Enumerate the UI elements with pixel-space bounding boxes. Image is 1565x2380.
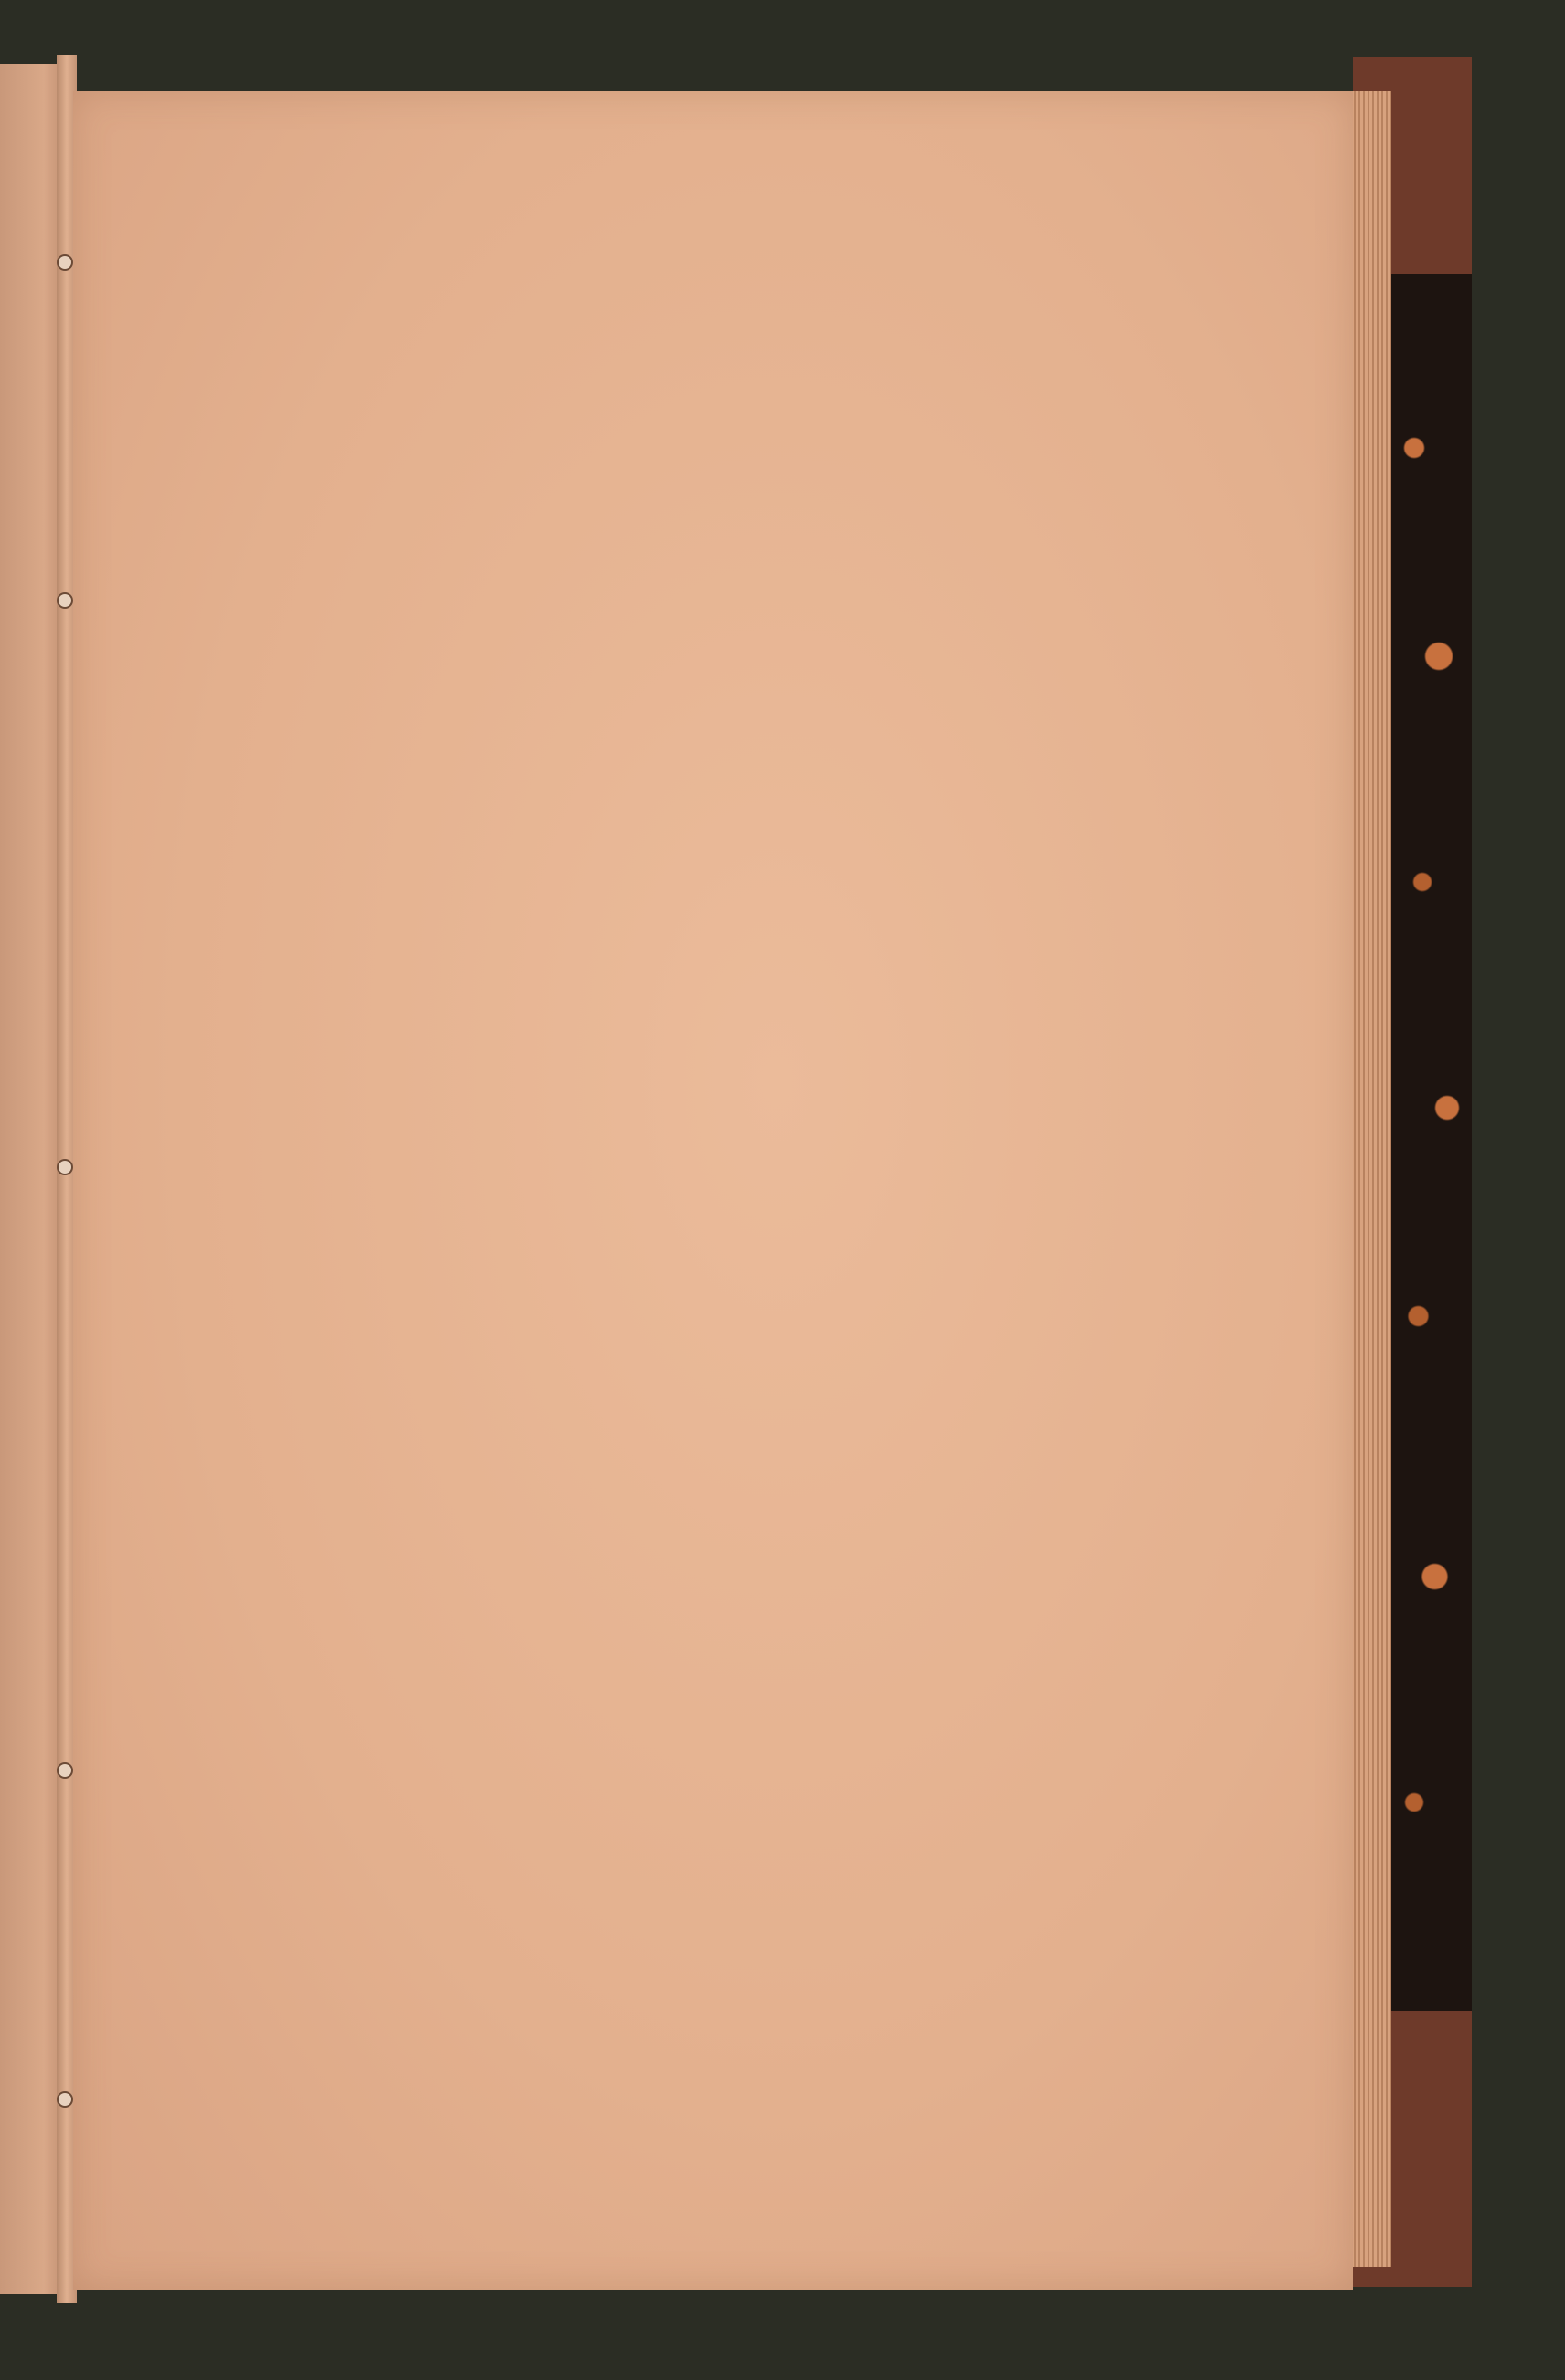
ornamental-divider [210, 466, 1252, 530]
ornamental-header-band [210, 228, 1252, 439]
binding-stitch [59, 1764, 71, 1777]
page-footer [210, 567, 1262, 640]
binding-stitch [59, 256, 71, 269]
binding-stitch [59, 1161, 71, 1174]
binding-stitch [59, 2093, 71, 2106]
marbled-cover-pattern [1389, 274, 1472, 2011]
page-content [210, 228, 1262, 640]
page-edges [1351, 91, 1391, 2267]
book-page [73, 91, 1353, 2290]
binding-stitch [59, 594, 71, 607]
